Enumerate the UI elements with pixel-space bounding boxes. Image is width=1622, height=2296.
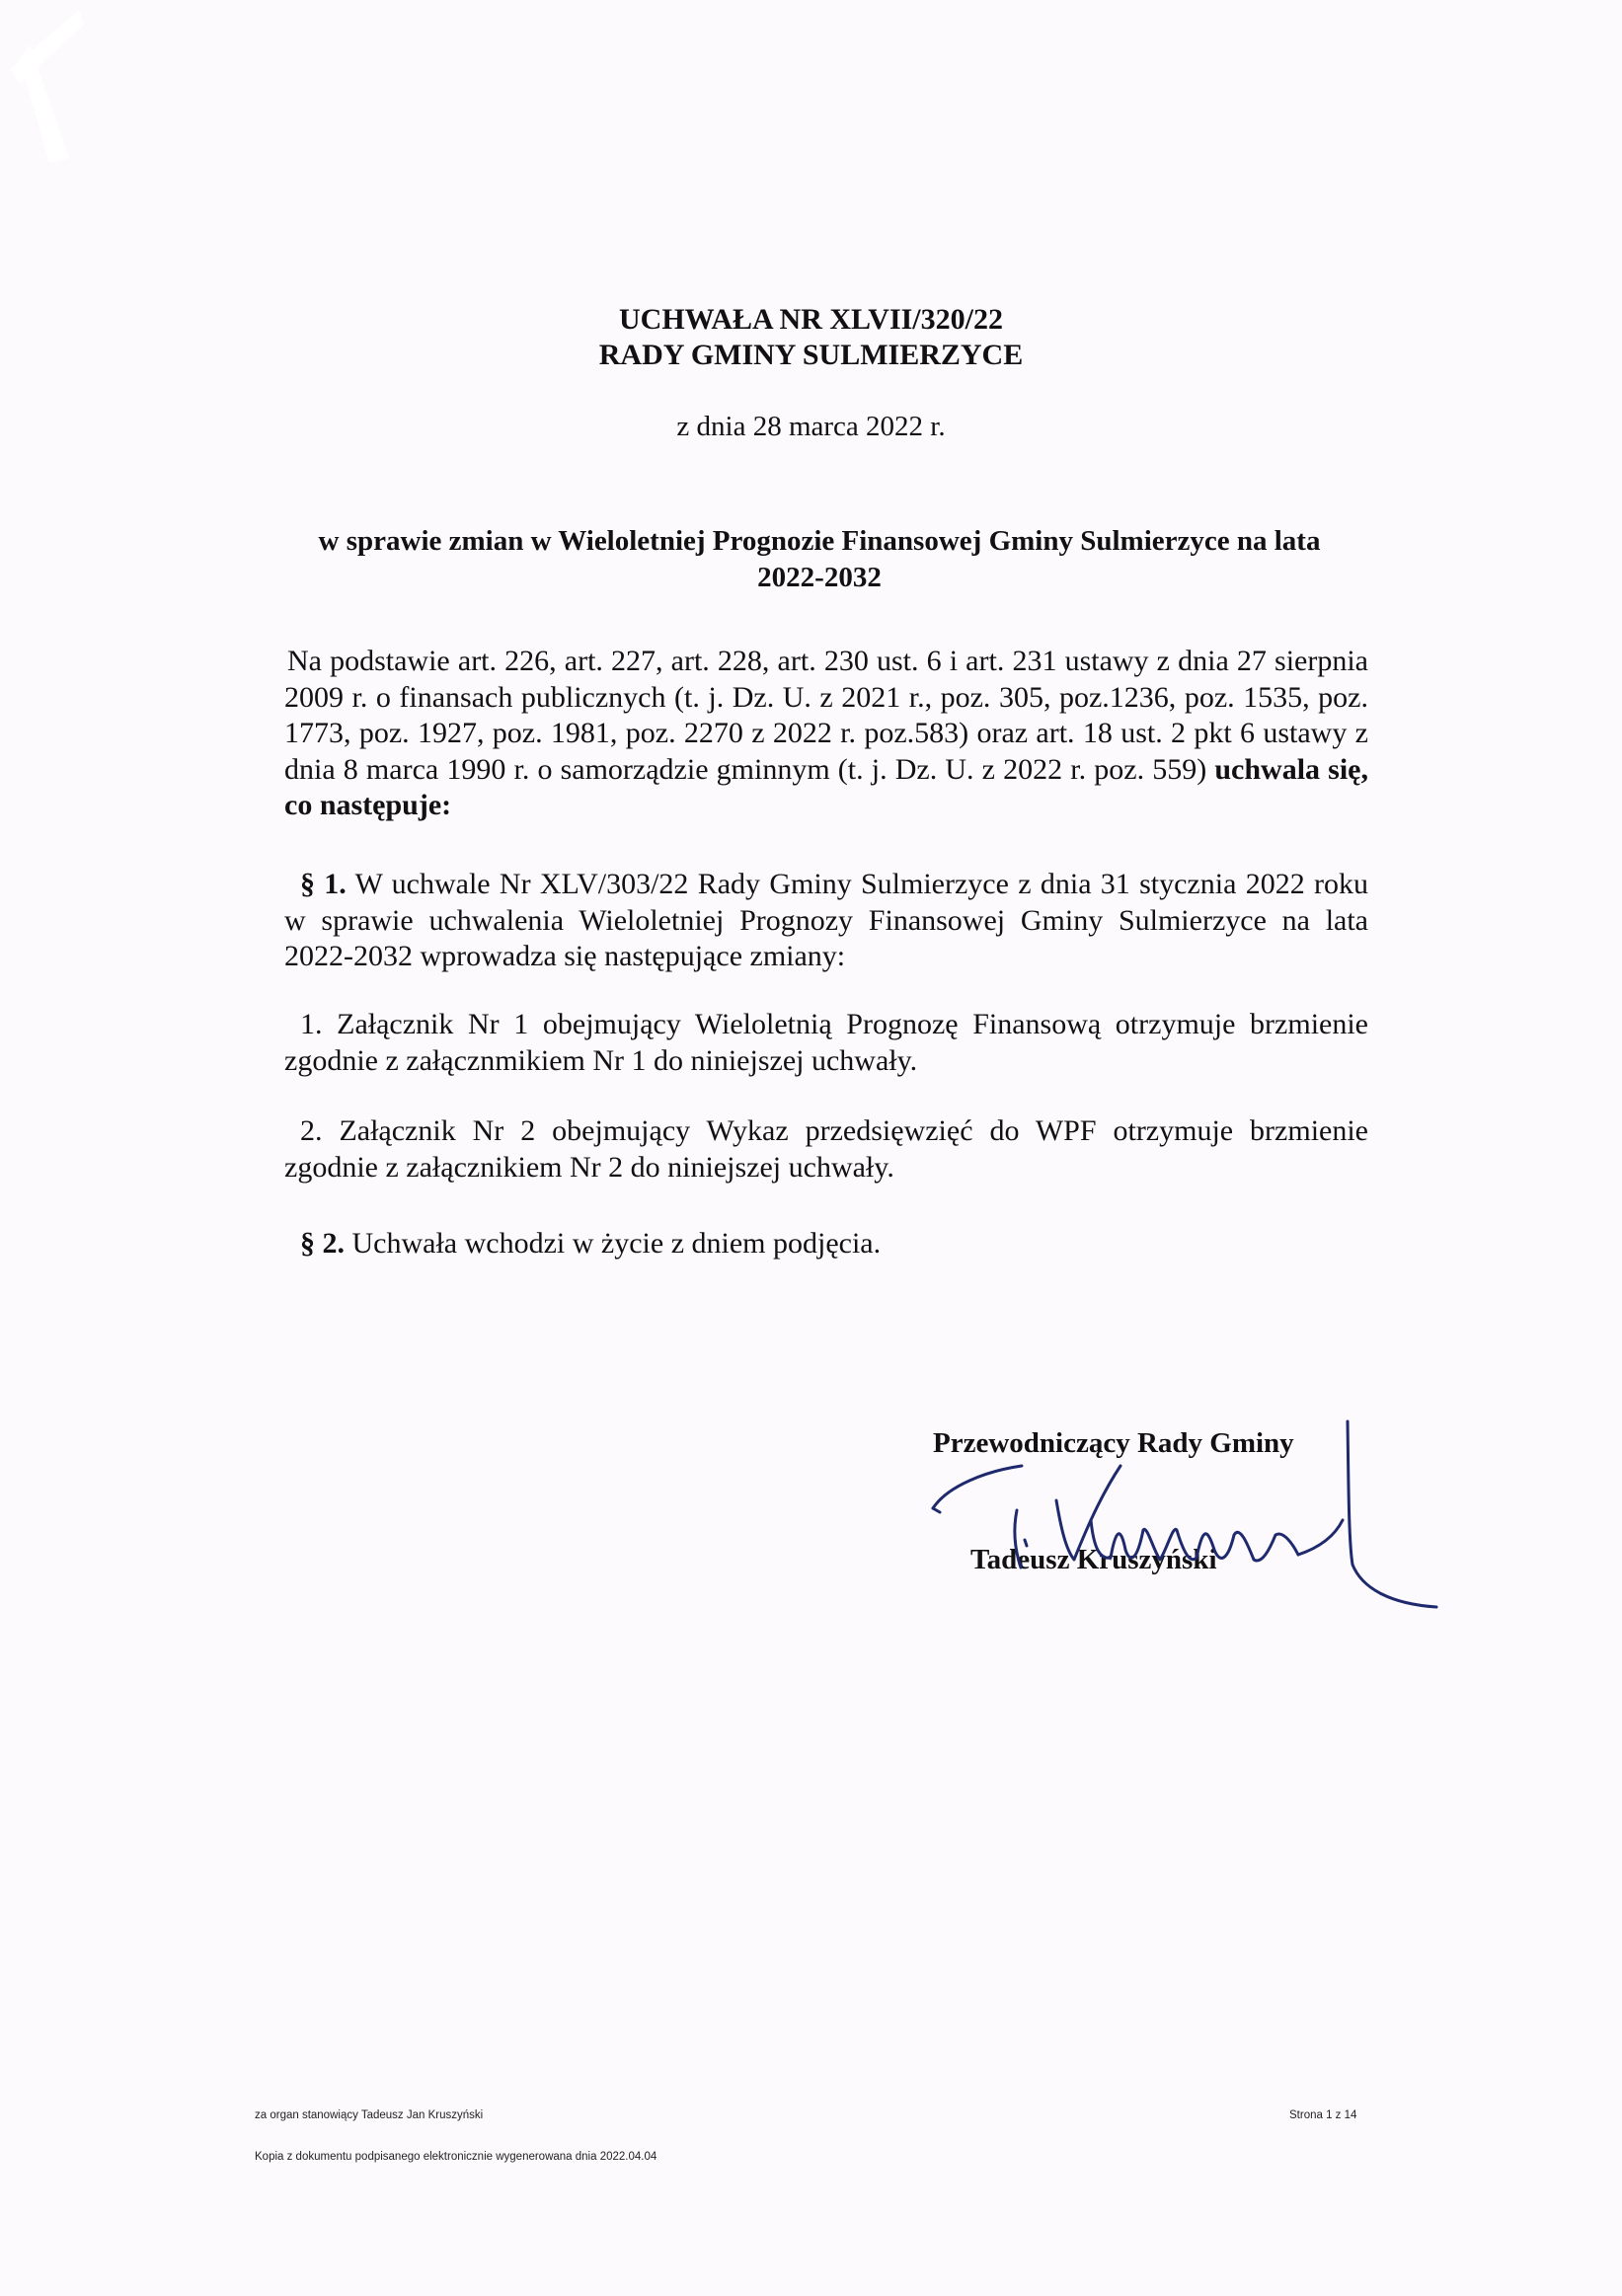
resolution-subject	[276, 523, 1362, 596]
section-2-text: Uchwała wchodzi w życie z dniem podjęcia.	[345, 1227, 882, 1260]
resolution-issuer: RADY GMINY SULMIERZYCE	[598, 339, 1024, 371]
section-2-paragraph	[284, 1226, 1368, 1263]
resolution-date: z dnia 28 marca 2022 r.	[676, 411, 946, 442]
section-1-text: W uchwale Nr XLV/303/22 Rady Gminy Sulmierzyce z dnia 31 stycznia 2022 roku w sprawie uchwalenia Wieloletniej Prognozy Finansowej Gminy Sulmierzyce na lata 2022-2032 wprowadza się następujące zmiany:	[284, 868, 1368, 972]
section-1-item-1: 1. Załącznik Nr 1 obejmujący Wieloletnią Prognozę Finansową otrzymuje brzmienie zgodnie z załącznmikiem Nr 1 do niniejszej uchwały.	[284, 1008, 1368, 1077]
resolution-header	[0, 302, 1622, 373]
footer-copy-note: Kopia z dokumentu podpisanego elektronicznie wygenerowana dnia 2022.04.04	[255, 2151, 657, 2163]
section-1-marker: § 1.	[300, 868, 347, 900]
enacting-formula: uchwala się, co następuje:	[284, 752, 1368, 821]
subject-line-2: 2022-2032	[757, 562, 882, 593]
footer-signed-by: za organ stanowiący Tadeusz Jan Kruszyński	[255, 2109, 484, 2121]
footer-page-number: Strona 1 z 14	[1289, 2109, 1357, 2121]
signatory-name: Tadeusz Kruszyński	[970, 1544, 1217, 1575]
legal-basis-text: Na podstawie art. 226, art. 227, art. 228, art. 230 ust. 6 i art. 231 ustawy z dnia 27 sierpnia 2009 r. o finansach publicznych (t. j. Dz. U. z 2021 r., poz. 305, poz.1236, poz. 1535, poz. 1773, poz. 1927, poz. 1981, poz. 2270 z 2022 r. poz.583) oraz art. 18 ust. 2 pkt 6 ustawy z dnia 8 marca 1990 r. o samorządzie gminnym (t. j. Dz. U. z 2022 r. poz. 559)	[284, 645, 1368, 786]
signatory-title: Przewodniczący Rady Gminy	[933, 1427, 1294, 1459]
legal-basis-paragraph	[284, 644, 1368, 824]
section-2-marker: § 2.	[300, 1227, 345, 1260]
section-1-item-2: 2. Załącznik Nr 2 obejmujący Wykaz przedsięwzięć do WPF otrzymuje brzmienie zgodnie z załącznikiem Nr 2 do niniejszej uchwały.	[284, 1114, 1368, 1184]
handwritten-signature	[918, 1402, 1441, 1619]
scan-corner-mark	[0, 0, 99, 168]
section-1-paragraph	[284, 867, 1368, 975]
resolution-number: UCHWAŁA NR XLVII/320/22	[619, 303, 1003, 336]
subject-line-1: w sprawie zmian w Wieloletniej Prognozie Finansowej Gminy Sulmierzyce na lata	[318, 525, 1321, 557]
